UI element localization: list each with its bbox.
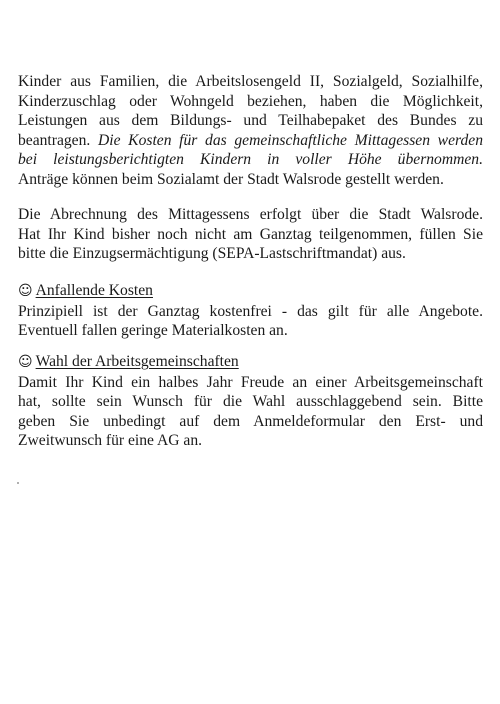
text-segment: beantragen. xyxy=(18,131,91,149)
text-line: Kinder aus Familien, die Arbeitslosengeld II, Sozialgeld, Sozialhilfe, xyxy=(18,73,483,90)
paragraph-bildungspaket xyxy=(18,72,483,189)
section-heading xyxy=(18,352,483,373)
text-line: Anträge können beim Sozialamt der Stadt Walsrode gestellt werden. xyxy=(18,170,444,188)
text-line: geben Sie unbedingt auf dem Anmeldeformular den Erst- und xyxy=(18,412,483,430)
paragraph-abrechnung xyxy=(18,205,483,264)
text-line: hat, sollte sein Wunsch für die Wahl ausschlaggebend sein. Bitte xyxy=(18,393,483,410)
text-line: Leistungen aus dem Bildungs- und Teilhabepaket des Bundes zu xyxy=(18,112,483,129)
section-anfallende-kosten xyxy=(18,281,483,341)
smiley-icon: ☺ xyxy=(18,283,33,299)
italic-text-segment: Die Kosten für das gemeinschaftliche Mittagessen werden xyxy=(97,131,483,149)
text-line: Eventuell fallen geringe Materialkosten an. xyxy=(18,322,288,339)
italic-text-line: bei leistungsberichtigten Kindern in voller Höhe übernommen. xyxy=(18,151,483,168)
section-heading-text: Anfallende Kosten xyxy=(35,282,153,299)
section-heading-text: Wahl der Arbeitsgemeinschaften xyxy=(35,353,239,370)
text-line: Kinderzuschlag oder Wohngeld beziehen, haben die Möglichkeit, xyxy=(18,92,483,110)
text-line: Hat Ihr Kind bisher noch nicht am Ganztag teilgenommen, füllen Sie xyxy=(18,225,483,243)
scan-speck xyxy=(17,482,19,484)
section-wahl-arbeitsgemeinschaften xyxy=(18,352,483,451)
text-line: bitte die Einzugsermächtigung (SEPA-Lastschriftmandat) aus. xyxy=(18,245,406,262)
text-line: Prinzipiell ist der Ganztag kostenfrei - das gilt für alle Angebote. xyxy=(18,302,483,320)
section-heading xyxy=(18,281,483,302)
text-line: Damit Ihr Kind ein halbes Jahr Freude an einer Arbeitsgemeinschaft xyxy=(18,373,483,391)
text-line-mixed xyxy=(18,131,483,151)
text-line: Die Abrechnung des Mittagessens erfolgt über die Stadt Walsrode. xyxy=(18,206,483,223)
text-line: Zweitwunsch für eine AG an. xyxy=(18,432,203,449)
smiley-icon: ☺ xyxy=(18,354,33,370)
